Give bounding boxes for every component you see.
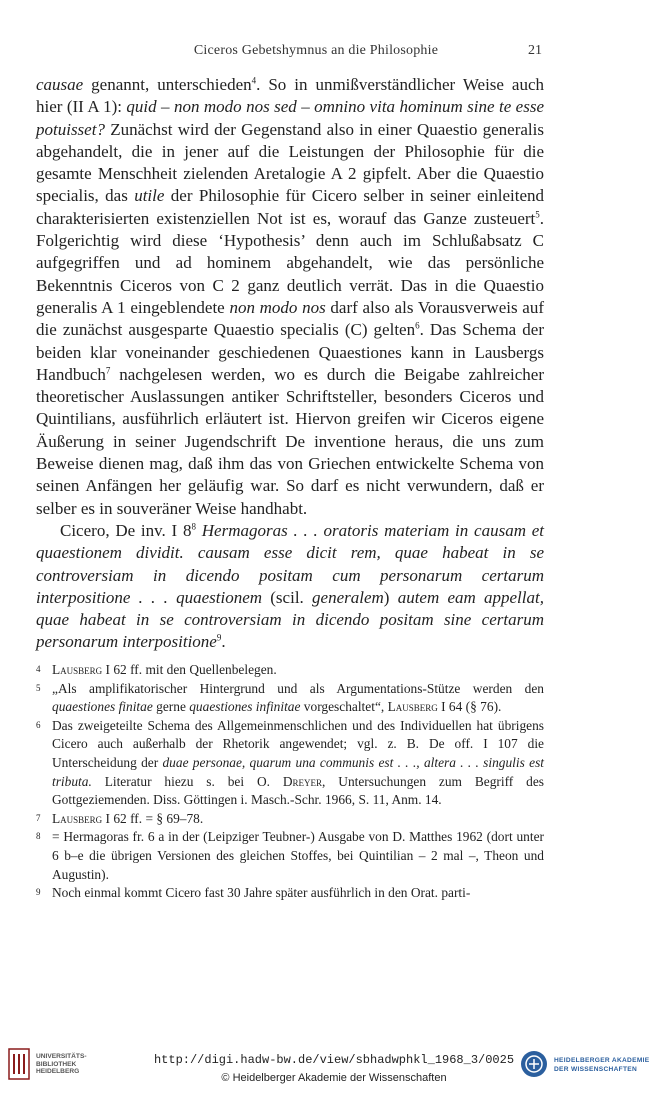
footnote-5 (36, 680, 544, 717)
text-span: causae (36, 75, 84, 94)
library-logo-line: UNIVERSITÄTS- (36, 1053, 87, 1060)
footnote-6 (36, 717, 544, 810)
footnote-number: 9 (36, 887, 41, 898)
running-title: Ciceros Gebetshymnus an die Philosophie (193, 43, 439, 58)
text-span: . So in unmißverständlicher Weise auch hier (II A 1): (36, 75, 545, 117)
footnote-ref: 7 (105, 365, 111, 376)
footnote-ref: 9 (216, 632, 222, 643)
text-span: Das zweigeteilte Schema des Allgemeinmenschlichen und des Individuellen hat übrigens Cicero auch außerhalb der Rhetorik angewendet; vgl. z. B. De off. I 107 die Unterscheidung der (52, 717, 544, 770)
text-span: quaestiones finitae (52, 699, 153, 715)
footnote-ref: 4 (251, 75, 257, 86)
text-span: , Untersuchungen zum Begriff des Gottgeziemenden. Diss. Göttingen i. Masch.-Schr. 1966, S. 11, Anm. 14. (52, 773, 544, 808)
footnote-ref: 5 (535, 209, 540, 220)
paragraph-2 (36, 520, 544, 654)
text-span: „Als amplifikatorischer Hintergrund und als Argumentations-Stütze werden den (52, 680, 544, 696)
text-span: ) (383, 587, 398, 607)
footnote-7 (36, 810, 544, 829)
text-span: non modo nos (229, 297, 326, 317)
footnote-number: 5 (36, 682, 41, 693)
footnote-4 (36, 661, 544, 680)
text-span: I 62 ff. mit den Quellenbelegen. (102, 662, 277, 677)
footnote-9 (36, 884, 544, 903)
copyright-notice: © Heidelberger Akademie der Wissenschaften (221, 1072, 447, 1084)
page-footer (0, 1045, 668, 1093)
library-logo-line: BIBLIOTHEK (36, 1060, 77, 1068)
footnote-ref: 8 (191, 521, 196, 532)
author-name: Lausberg (387, 699, 438, 715)
library-logo-line: HEIDELBERG (36, 1068, 80, 1076)
academy-logo-line: DER WISSENSCHAFTEN (554, 1066, 638, 1073)
text-span: gerne (152, 699, 190, 715)
page-number: 21 (528, 43, 542, 58)
text-span: I 62 ff. = § 69–78. (102, 810, 204, 826)
footnotes (36, 661, 544, 903)
text-span: generalem (312, 587, 384, 607)
text-span: Cicero, De inv. I 8 (60, 520, 192, 540)
text-span: . Das Schema der beiden klar voneinander geschiedenen Quaestiones kann in Lausbergs Handbuch (36, 320, 544, 384)
text-span: quaestiones infinitae (189, 699, 301, 715)
academy-emblem-icon (520, 1050, 548, 1078)
source-url-link[interactable]: http://digi.hadw-bw.de/view/sbhadwphkl_1968_3/0025 (153, 1053, 515, 1067)
text-span: vorgeschaltet“, (300, 699, 388, 715)
footnote-8 (36, 828, 544, 884)
text-span: autem eam appellat, quae habeat in se controversiam in dicendo positam sine certarum personarum interpositione (36, 587, 544, 652)
author-name: Lausberg (52, 662, 103, 677)
text-span: . Folgerichtig wird diese ‘Hypothesis’ denn auch im Schlußabsatz C aufgegriffen und ad hominem abgehandelt, wie das persönliche Bekenntnis Ciceros von C 2 ganz deutlich verrät. Das in die Quaestio generalis A 1 eingeblendete (36, 208, 544, 317)
text-span: genannt, unterschieden (83, 75, 252, 94)
footnote-number: 4 (36, 664, 41, 674)
text-span: utile (134, 186, 165, 206)
paragraph-1 (36, 74, 544, 520)
academy-logo[interactable] (520, 1050, 668, 1080)
text-span: Hermagoras . . . oratoris materiam in causam et quaestionem dividit. causam esse dicit rem, quae habeat in se controversiam in dicendo positam cum personarum certarum interpositione . . . quaestionem (36, 520, 545, 607)
footnote-ref: 6 (415, 320, 420, 331)
main-text (36, 74, 544, 654)
footnote-number: 8 (36, 831, 41, 842)
text-span: nachgelesen werden, wo es durch die Beigabe zahlreicher theoretischer Auslassungen antiker Schriftsteller, besonders Ciceros und Quintilians, ausführlich erläutert ist. Hiervon greifen wir Ciceros eigene Äußerung in seiner Jugendschrift De inventione heraus, die uns zum Beweise dienen mag, daß ihm das von Griechen entwickelte Schema von seinen Anfängen her geläufig war. So darf es nicht verwundern, daß er selber es in souveräner Weise handhabt. (36, 364, 544, 518)
footnote-number: 7 (36, 812, 41, 823)
text-span: Literatur hiezu s. bei O. (91, 773, 283, 789)
academy-logo-line: HEIDELBERGER AKADEMIE (554, 1057, 650, 1064)
text-span: darf also als Vorausverweis auf die zunächst ausgesparte Quaestio specialis (C) gelten (36, 297, 544, 340)
text-span: = Hermagoras fr. 6 a in der (Leipziger Teubner-) Ausgabe von D. Matthes 1962 (dort unter 6 b–e die übrigen Versionen des gleichen Stoffes, bei Quintilian – 2 mal –, Theon und Augustin). (52, 829, 544, 882)
author-name: Lausberg (52, 810, 103, 826)
footnote-number: 6 (36, 719, 41, 730)
text-span: Noch einmal kommt Cicero fast 30 Jahre später ausführlich in den Orat. parti- (52, 885, 471, 901)
author-name: Dreyer (282, 773, 323, 789)
text-span: duae personae, quarum una communis est . . ., altera . . . singulis est tributa. (52, 754, 544, 789)
text-span: (scil. (262, 587, 313, 607)
text-span: Zunächst wird der Gegenstand also in einer Quaestio generalis abgehandelt, die in jener auf die Leistungen der Philosophie für die gesamte Menschheit zielenden Aretalogie A 2 gipfelt. Aber die Quaestio specialis, das (36, 119, 544, 206)
text-span: quid – non modo nos sed – omnino vita hominum sine te esse potuisset? (36, 97, 544, 139)
text-span: I 64 (§ 76). (437, 699, 502, 715)
page-header (36, 43, 542, 63)
text-span: . (221, 632, 226, 652)
text-span: der Philosophie für Cicero selber in seiner einleitend charakterisierten existenziellen Not ist es, worauf das Ganze zusteuert (36, 186, 544, 228)
academy-logo-text (554, 1056, 649, 1074)
